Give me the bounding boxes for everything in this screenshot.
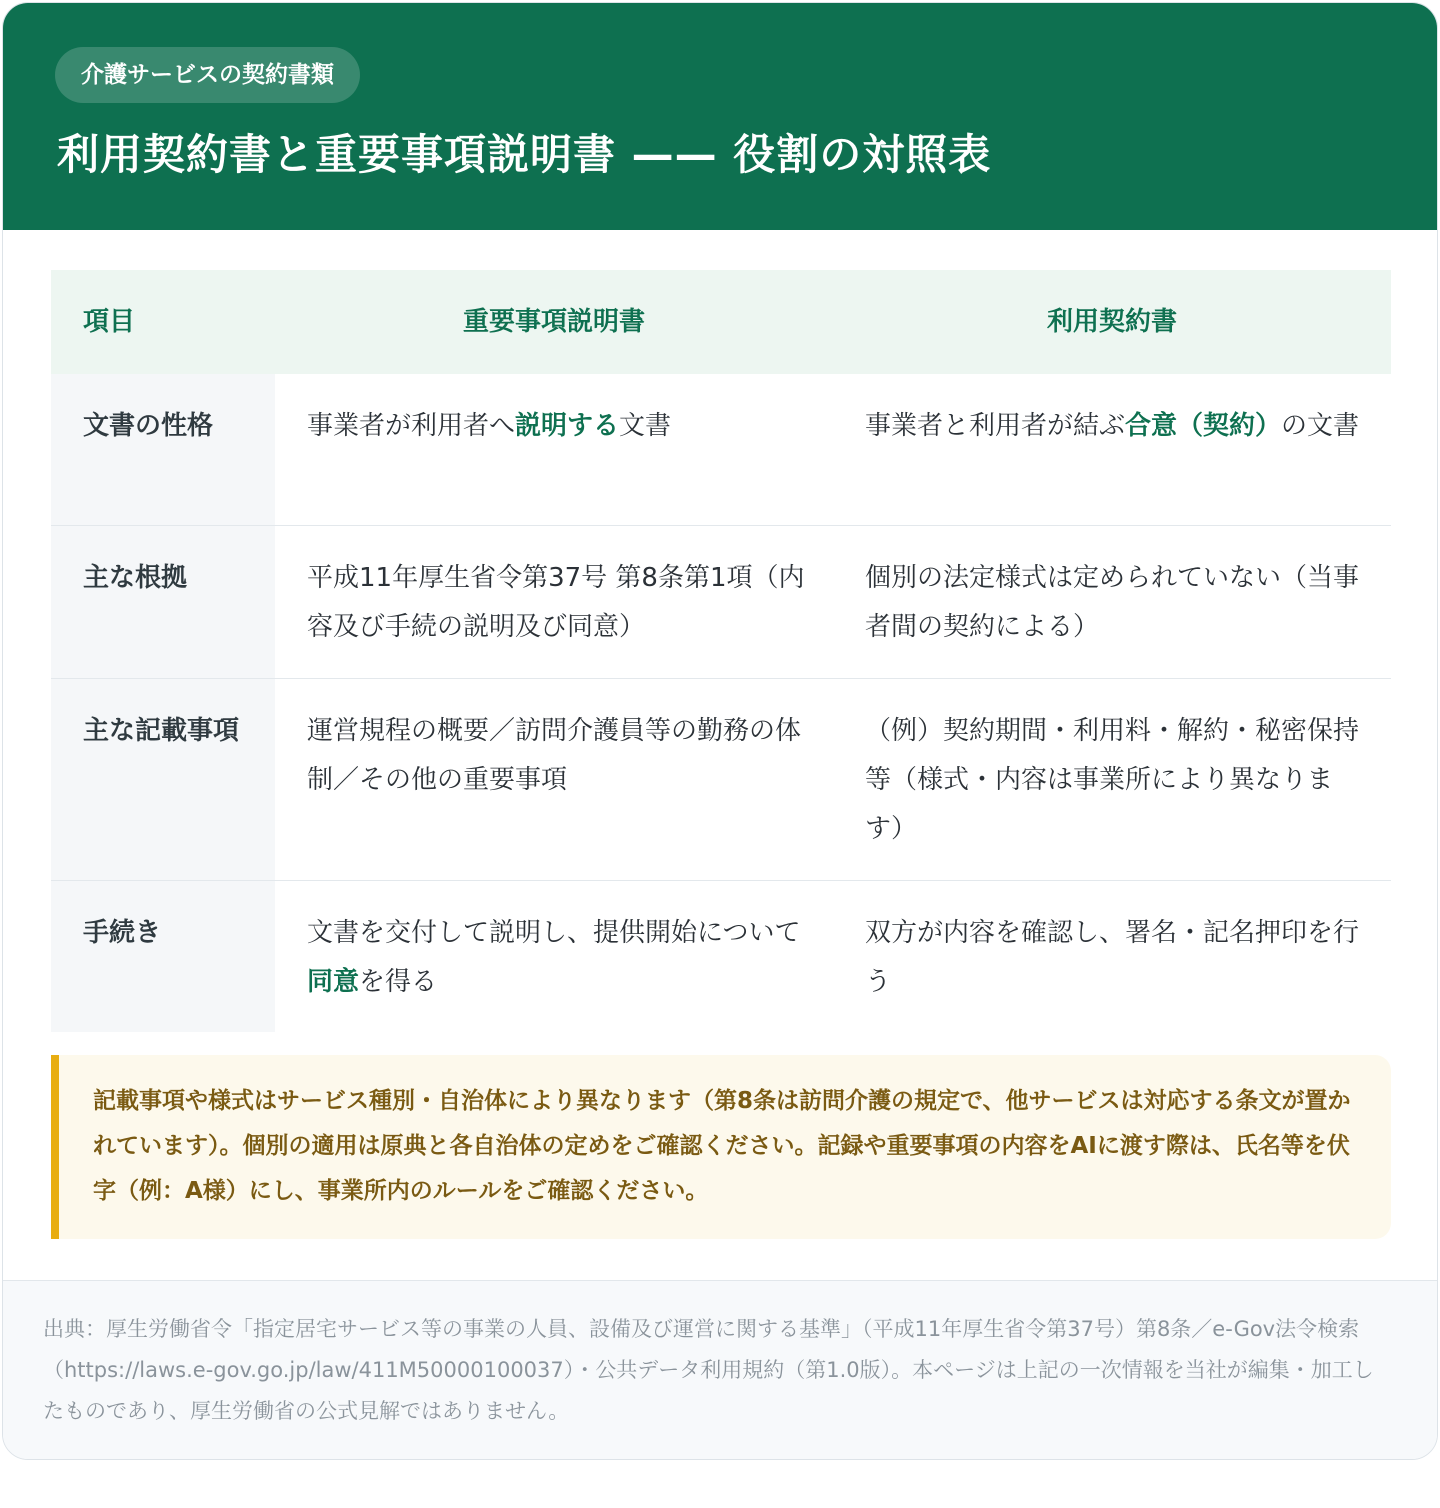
- cell-text: 事業者が利用者へ: [307, 411, 516, 441]
- explanation-cell: 運営規程の概要／訪問介護員等の勤務の体制／その他の重要事項: [307, 716, 802, 795]
- row-label-cell: [51, 881, 275, 1032]
- contract-cell: [865, 402, 1365, 451]
- row-label: 主な根拠: [83, 563, 188, 593]
- explanation-cell: [307, 909, 817, 1007]
- contract-cell: 個別の法定様式は定められていない（当事者間の契約による）: [865, 563, 1360, 642]
- comparison-card: [2, 2, 1438, 1460]
- comparison-table: [51, 270, 1391, 1032]
- cell-text: 文書: [619, 411, 672, 441]
- notice-accent-bar: [51, 1055, 59, 1239]
- row-label-cell: [51, 526, 275, 678]
- source-text: 出典：厚生労働省令「指定居宅サービス等の事業の人員、設備及び運営に関する基準」（平成11年厚生省令第37号）第8条／e-Gov法令検索（https://laws.e-gov.go.jp/law/411M50000100037）・公共データ利用規約（第1.0版）。本ページは上記の一次情報を当社が編集・加工したものであり、厚生労働省の公式見解ではありません。: [43, 1317, 1374, 1423]
- cell-highlight: 同意: [307, 967, 360, 997]
- row-label-cell: [51, 374, 275, 525]
- column-header-explanation: 重要事項説明書: [462, 307, 645, 337]
- page-title: 利用契約書と重要事項説明書 —— 役割の対照表: [57, 130, 992, 179]
- cell-text: 文書を交付して説明し、提供開始について: [307, 918, 801, 948]
- cell-text: を得る: [359, 967, 438, 997]
- card-header: [3, 3, 1437, 230]
- notice-text: 記載事項や様式はサービス種別・自治体により異なります（第8条は訪問介護の規定で、他サービスは対応する条文が置かれています）。個別の適用は原典と各自治体の定めをご確認ください。記録や重要事項の内容をAIに渡す際は、氏名等を伏字（例：A様）にし、事業所内のルールをご確認ください。: [93, 1088, 1351, 1204]
- notice-box: [51, 1055, 1391, 1239]
- table-row: [51, 526, 1391, 679]
- cell-text: の文書: [1281, 411, 1360, 441]
- row-label: 主な記載事項: [83, 716, 240, 746]
- explanation-cell: 平成11年厚生省令第37号 第8条第1項（内容及び手続の説明及び同意）: [307, 563, 805, 642]
- table-header-row: [51, 270, 1391, 374]
- row-label: 手続き: [83, 918, 162, 948]
- contract-cell: （例）契約期間・利用料・解約・秘密保持 等（様式・内容は事業所により異なります）: [865, 716, 1360, 844]
- column-header-item: 項目: [83, 307, 136, 337]
- cell-highlight: 説明する: [515, 411, 620, 441]
- source-footer: [3, 1280, 1437, 1460]
- table-row: [51, 881, 1391, 1032]
- cell-highlight: 合意（契約）: [1125, 411, 1282, 441]
- table-row: [51, 679, 1391, 881]
- contract-cell: 双方が内容を確認し、署名・記名押印を行う: [865, 918, 1360, 997]
- row-label-cell: [51, 679, 275, 880]
- explanation-cell: [307, 402, 817, 451]
- row-label: 文書の性格: [83, 411, 214, 441]
- table-row: [51, 374, 1391, 526]
- category-badge: 介護サービスの契約書類: [55, 47, 360, 103]
- column-header-contract: 利用契約書: [1046, 307, 1177, 337]
- cell-text: 事業者と利用者が結ぶ: [865, 411, 1126, 441]
